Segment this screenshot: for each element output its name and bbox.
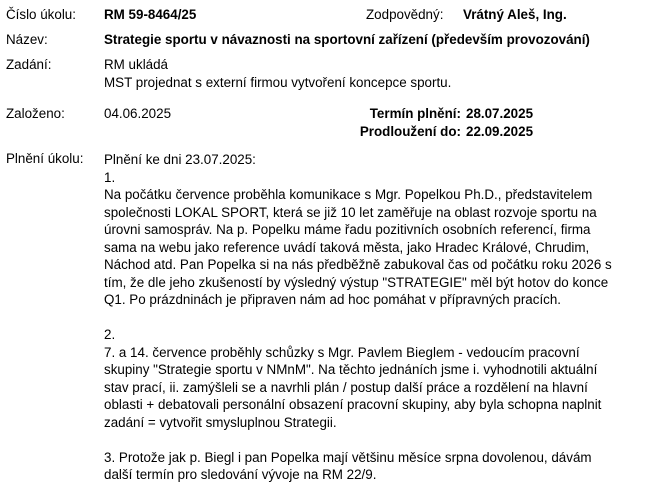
responsible-value: Vrátný Aleš, Ing. xyxy=(463,7,567,22)
paragraph-line: 3. Protože jak p. Biegl i pan Popelka mají většinu měsíce srpna dovolenou, dávám xyxy=(104,449,592,465)
paragraph-line: sama na webu jako reference uvádí taková města, jako Hradec Králové, Chrudim, xyxy=(104,239,590,255)
deadline-label: Termín plnění: xyxy=(369,106,461,121)
paragraph-line: úrovni samospráv. Na p. Popelku máme řadu pozitivních osobních referencí, firma xyxy=(104,222,591,237)
responsible-label: Zodpovědný: xyxy=(366,7,444,22)
paragraph-line: oblasti + debatovali personální obsazení pracovní skupiny, aby byla schopna naplnit xyxy=(104,397,602,412)
paragraph-line: Náchod atd. Pan Popelka si na nás předběžně zabukoval čas od počátku roku 2026 s xyxy=(104,257,612,272)
paragraph-line: tím, že dle jeho zkušeností by výsledný výstup "STRATEGIE" měl být hotov do konce xyxy=(104,274,609,290)
created-label: Založeno: xyxy=(6,106,65,121)
task-number-label: Číslo úkolu: xyxy=(6,7,76,22)
fulfillment-label: Plnění úkolu: xyxy=(6,151,84,166)
blank-line xyxy=(104,431,664,449)
title-value: Strategie sportu v návaznosti na sportovní zařízení (především provozování) xyxy=(104,32,590,47)
assignment-text xyxy=(104,56,664,91)
task-number-value: RM 59-8464/25 xyxy=(104,7,197,22)
title-label: Název: xyxy=(6,32,48,47)
paragraph-line: 7. a 14. července proběhly schůzky s Mgr. Pavlem Bieglem - vedoucím pracovní xyxy=(104,344,580,360)
paragraph-line: společnosti LOKAL SPORT, která se již 10 let zaměřuje na oblast rozvoje sportu na xyxy=(104,204,597,220)
paragraph-number: 2. xyxy=(104,327,116,342)
extension-value: 22.09.2025 xyxy=(466,124,534,139)
deadline-value: 28.07.2025 xyxy=(466,106,534,121)
assignment-label: Zadání: xyxy=(6,57,52,72)
fulfillment-text xyxy=(104,151,664,484)
extension-label: Prodloužení do: xyxy=(359,124,461,139)
paragraph-line: zadání = vytvořit smysluplnou Strategii. xyxy=(104,414,337,430)
paragraph-number: 1. xyxy=(104,169,116,185)
paragraph-line: stav prací, ii. zamýšleli se a navrhli plán / postup další práce a rozdělení na hlavní xyxy=(104,379,588,395)
paragraph-line: skupiny "Strategie sportu v NMnM". Na těchto jednáních jsme i. vyhodnotili aktuální xyxy=(104,362,598,377)
paragraph-line: Q1. Po prázdninách je připraven nám ad hoc pomáhat v přípravných pracích. xyxy=(104,292,562,307)
assignment-line: RM ukládá xyxy=(104,57,169,72)
paragraph-line: Na počátku července proběhla komunikace s Mgr. Popelkou Ph.D., představitelem xyxy=(104,187,593,202)
paragraph-line: další termín pro sledování vývoje na RM 22/9. xyxy=(104,467,377,482)
blank-line xyxy=(104,309,664,327)
created-value: 04.06.2025 xyxy=(104,106,172,121)
fulfillment-header: Plnění ke dni 23.07.2025: xyxy=(104,152,256,167)
assignment-line: MST projednat s externí firmou vytvoření koncepce sportu. xyxy=(104,74,452,90)
